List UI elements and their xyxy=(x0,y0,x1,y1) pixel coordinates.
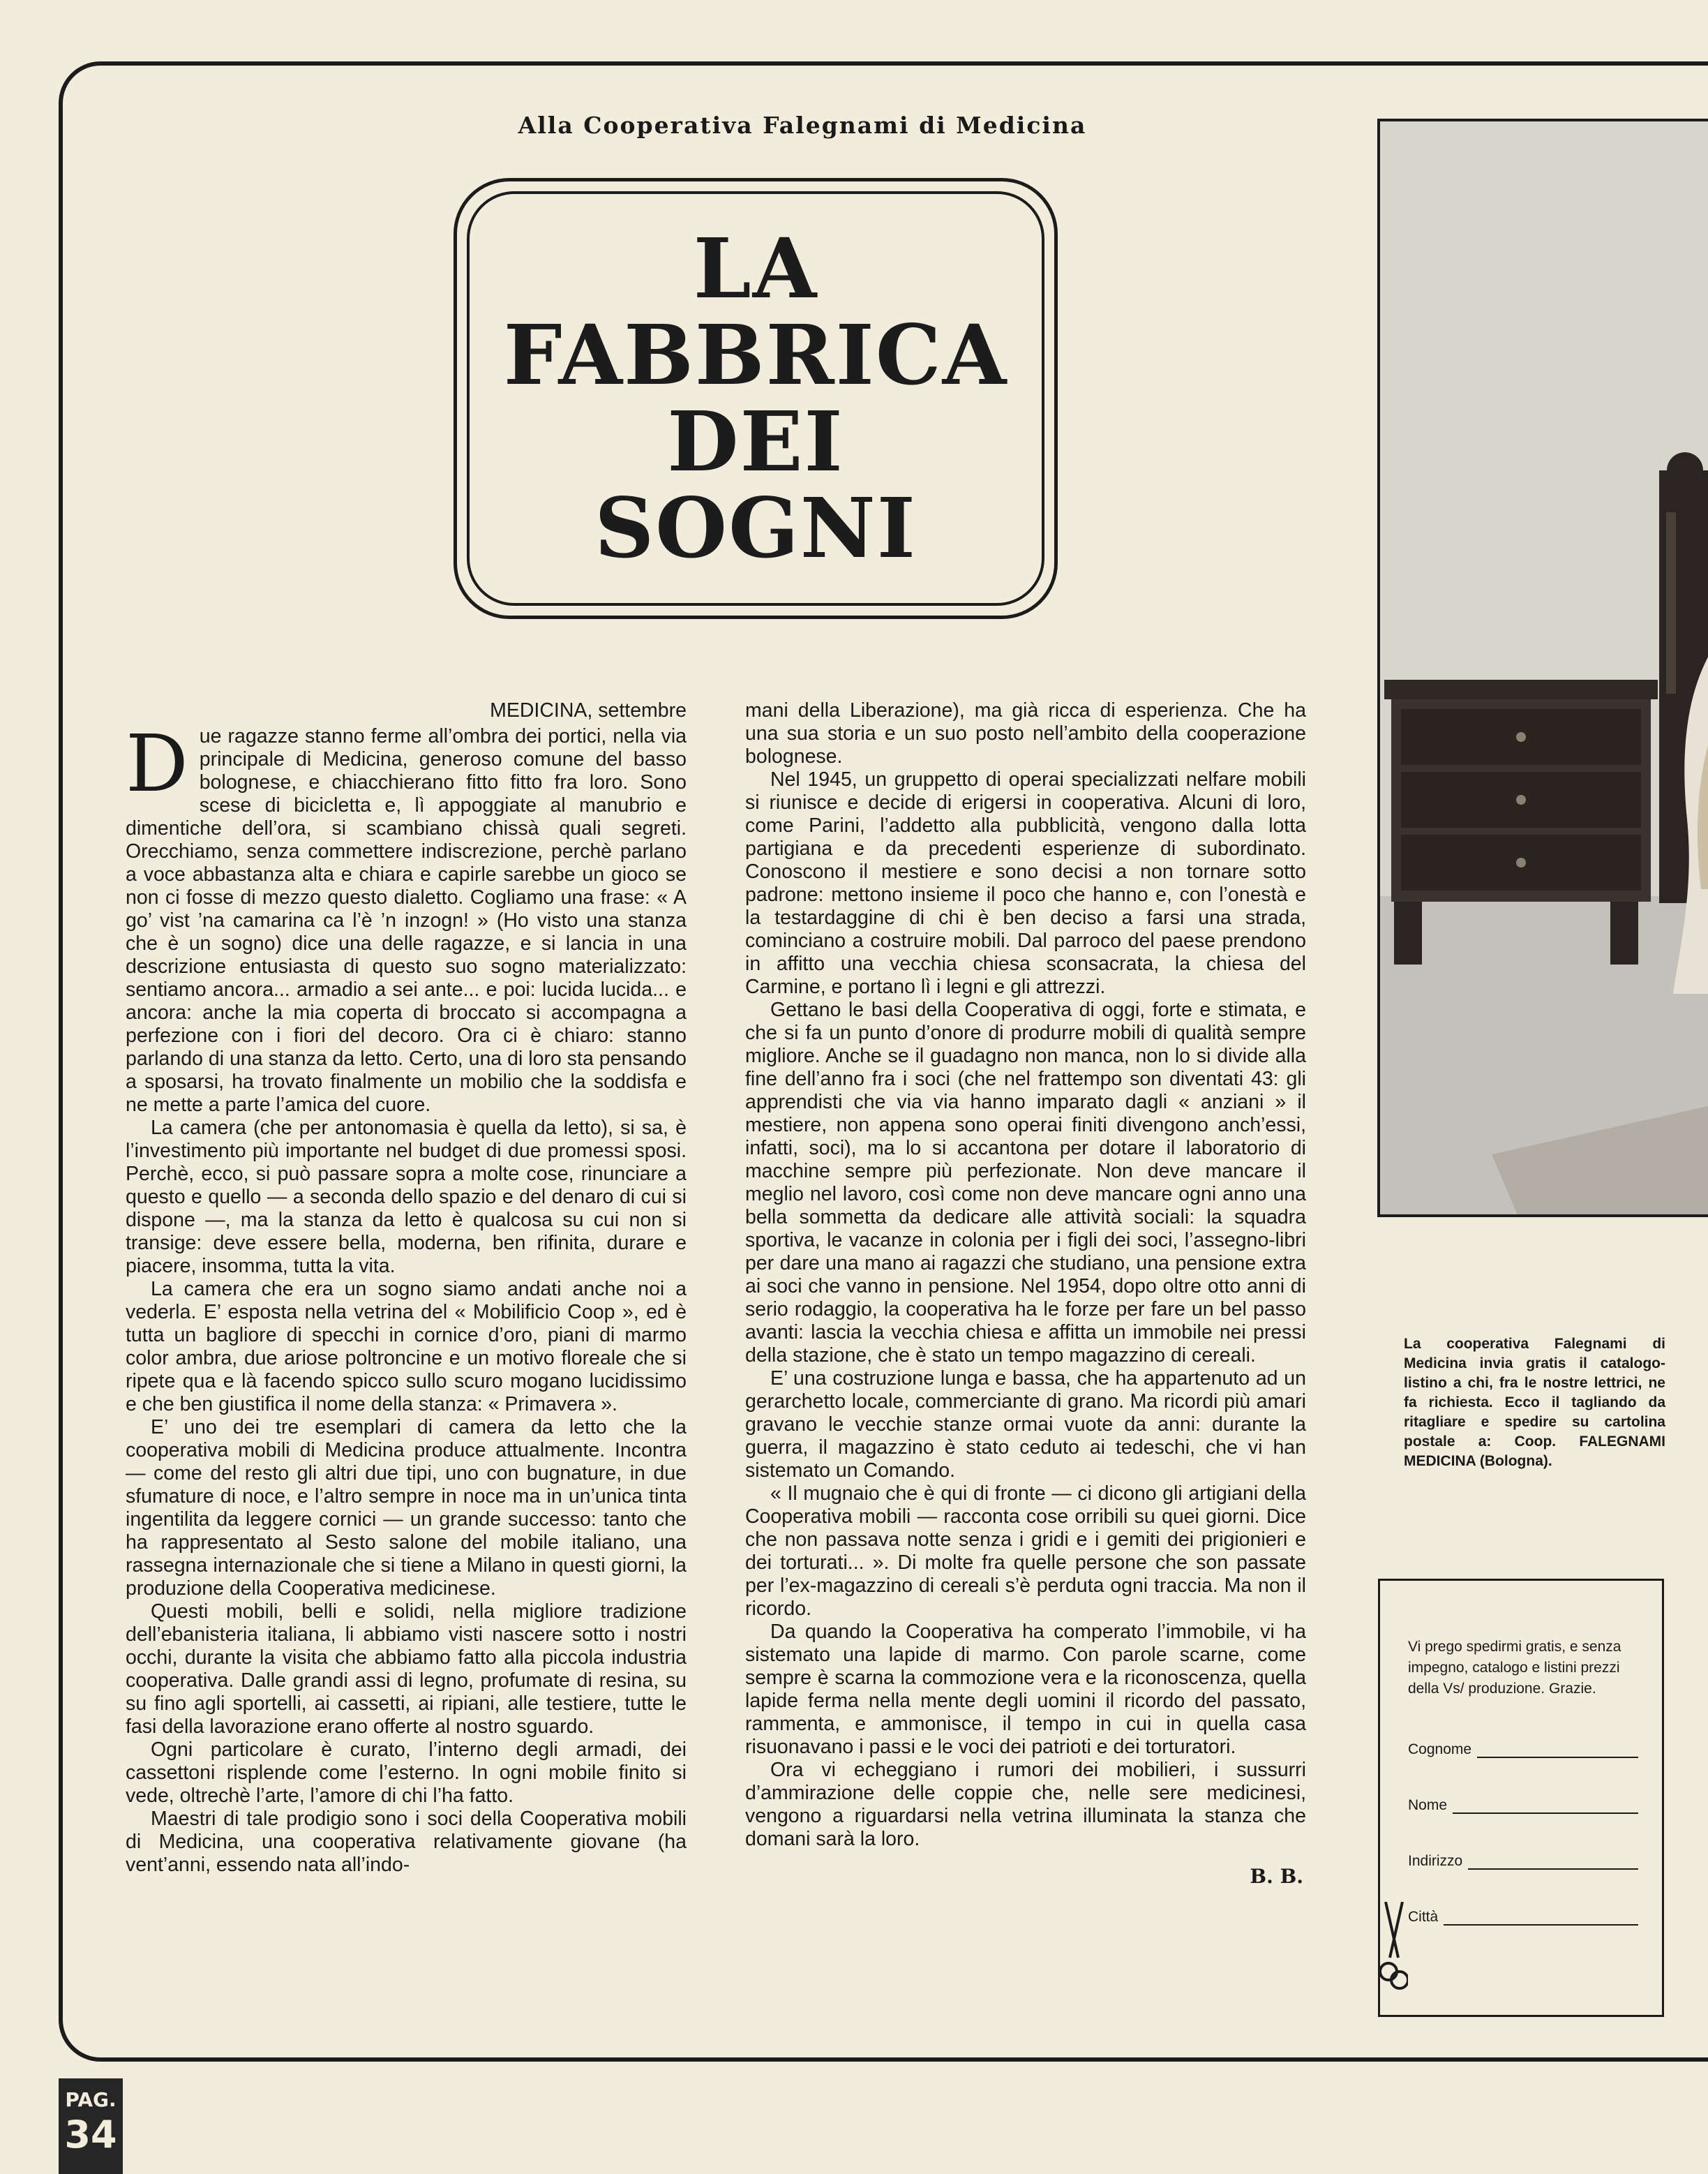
dateline: MEDICINA, settembre xyxy=(490,699,687,722)
page-number-badge xyxy=(59,2078,123,2174)
paragraph: Ora vi echeggiano i rumori dei mobilieri, i sussurri d’ammirazione delle coppie che, nelle sere medicinesi, vengono a riguardarsi nella vetrina illuminata la stanza che domani sarà la loro. xyxy=(745,1759,1306,1850)
order-coupon xyxy=(1378,1579,1664,2017)
field-label: Cognome xyxy=(1408,1741,1472,1757)
page-number: 34 xyxy=(64,2113,117,2157)
paragraph: Nel 1945, un gruppetto di operai specializzati nelfare mobili si riunisce e decide di erigersi in cooperativa. Alcuni di loro, come Parini, l’addetto alla pubblicità, vengono dalla lotta partigiana e da precedenti esperienze di subordinato. Conoscono il mestiere e sono decisi a non tornare sotto padrone: mettono insieme il poco che hanno e, con l’onestà e la testardaggine di chi è ben deciso a farsi una strada, cominciano a costruire mobili. Dal parroco del paese prendono in affitto una vecchia chiesa sconsacrata, la chiesa del Carmine, e portano lì i legni e gli attrezzi. xyxy=(745,768,1306,998)
paragraph: La camera che era un sogno siamo andati anche noi a vederla. E’ esposta nella vetrina del « Mobilificio Coop », ed è tutta un bagliore di specchi in cornice d’oro, piani di marmo color ambra, due ariose poltroncine e un motivo floreale che si ripete qua e là facendo spicco sullo scuro mogano lucidissimo e che ben giustifica il nome della stanza: « Primavera ». xyxy=(126,1278,687,1415)
name-field[interactable] xyxy=(1408,1797,1638,1814)
paragraph: Ogni particolare è curato, l’interno degli armadi, dei cassettoni risplende come l’esterno. In ogni mobile finito si vede, oltrechè l’arte, l’amore di chi l’ha fatto. xyxy=(126,1739,687,1807)
city-field[interactable] xyxy=(1408,1909,1638,1926)
title-line-4: SOGNI xyxy=(594,479,917,576)
photo-caption: La cooperativa Falegnami di Medicina invia gratis il catalogo-listino a chi, fra le nostre lettrici, ne fa richiesta. Ecco il tagliando da ritagliare e spedire su cartolina postale a: Coop. FALEGNAMI MEDICINA (Bologna). xyxy=(1404,1336,1665,1469)
photo-illustration xyxy=(1380,121,1708,1217)
article-column-2 xyxy=(745,699,1306,1888)
paragraph: E’ una costruzione lunga e bassa, che ha appartenuto ad un gerarchetto locale, commerciante di grano. Ma ricordi più amari gravano le vecchie stanze ormai vuote da anni: durante la guerra, il magazzino è stato ceduto ai tedeschi, che vi han sistemato un Comando. xyxy=(745,1367,1306,1482)
drop-cap: D xyxy=(126,719,188,810)
paragraph: E’ uno dei tre esemplari di camera da letto che la cooperativa mobili di Medicina produce attualmente. Incontra — come del resto gli altri due tipi, uno con bugnature, in due sfumature di noce, e l’altro sempre in noce ma in un’unica tinta ingentilita da leggere cornici — un grande successo: tanto che ha rappresentato al Sesto salone del mobile italiano, una rassegna internazionale che si tiene a Milano in questi giorni, la produzione della Cooperativa medicinese. xyxy=(126,1416,687,1600)
paragraph: Da quando la Cooperativa ha comperato l’immobile, vi ha sistemato una lapide di marmo. Con parole scarne, come sempre è scarna la commozione vera e la riconoscenza, quella lapide ferma nella mente degli uomini il ricordo del passato, rammenta, e ammonisce, il tempo in cui in quella casa risuonavano i passi e le voci dei patrioti e dei torturatori. xyxy=(745,1621,1306,1758)
bedroom-furniture-photo xyxy=(1377,119,1708,1217)
page-label: PAG. xyxy=(65,2088,117,2111)
paragraph: « Il mugnaio che è qui di fronte — ci dicono gli artigiani della Cooperativa mobili — racconta cose orribili su quei giorni. Dice che non passava notte senza i gridi e i gemiti dei prigionieri e dei torturati... ». Di molte fra quelle persone che son passate per l’ex-magazzino di cereali s’è perduta ogni traccia. Ma non il ricordo. xyxy=(745,1482,1306,1620)
title-line-1: LA xyxy=(693,220,818,317)
paragraph: Due ragazze stanno ferme all’ombra dei portici, nella via principale di Medicina, generoso comune del basso bolognese, e chiacchierano fitto fitto fra loro. Sono scese di bicicletta e, lì appoggiate al manubrio e dimentiche dell’ora, si scambiano chissà quali segreti. Orecchiamo, senza commettere indiscrezione, perchè parlano a voce abbastanza alta e chiara e capirle sarebbe un gioco se non ci fosse di mezzo questo dialetto. Cogliamo una frase: « A go’ vist ’na camarina ca l’è ’n inzogn! » (Ho visto una stanza che è un sogno) dice una delle ragazze, e si lancia in una descrizione entusiasta di questo suo sogno materializzato: sentiamo ancora... armadio a sei ante... e poi: lucida lucida... e ancora: anche la mia coperta di broccato si accompagna a perfezione con i fiori del decoro. Ora ci è chiaro: stanno parlando di una stanza da letto. Certo, una di loro sta pensando a sposarsi, ha trovato finalmente un mobilio che la soddisfa e ne mette a parte l’amica del cuore. xyxy=(126,719,687,1116)
surname-field[interactable] xyxy=(1408,1741,1638,1758)
scissors-icon xyxy=(1380,1902,1408,1993)
signature: B. B. xyxy=(1250,1865,1303,1888)
title-box xyxy=(454,178,1058,619)
paragraph: mani della Liberazione), ma già ricca di esperienza. Che ha una sua storia e un suo posto nell’ambito della cooperazione bolognese. xyxy=(745,699,1306,768)
title-line-2: FABBRICA xyxy=(503,306,1008,403)
paragraph: Gettano le basi della Cooperativa di oggi, forte e stimata, e che si fa un punto d’onore di produrre mobili di qualità sempre migliore. Anche se il guadagno non manca, non lo si divide alla fine dell’anno fra i soci (che nel frattempo son diventati 43: gli apprendisti che via via hanno imparato dagli « anziani » il mestiere, non appena sono operai finiti divengono anch’essi, infatti, soci), ma lo si accantona per dotare il laboratorio di macchine sempre più perfezionate. Non deve mancare il meglio nel lavoro, così come non deve mancare ogni anno una bella sommetta da dedicare alle attività sociali: la squadra sportiva, le vacanze in colonia per i figli dei soci, l’assegno-libri per dare una mano ai ragazzi che studiano, una pensione extra ai soci che vanno in pensione. Nel 1954, dopo oltre otto anni di serio rodaggio, la cooperativa ha le forze per fare un bel passo avanti: lascia la vecchia chiesa e affitta un immobile nei pressi della stazione, che è stato un tempo magazzino di cereali. xyxy=(745,999,1306,1367)
address-field[interactable] xyxy=(1408,1853,1638,1870)
field-label: Città xyxy=(1408,1909,1439,1925)
title-line-3: DEI xyxy=(667,393,844,490)
paragraph: La camera (che per antonomasia è quella da letto), si sa, è l’investimento più importante nel budget di due promessi sposi. Perchè, ecco, si può passare sopra a molte cose, rinunciare a questo e quello — a seconda dello spazio e del denaro di cui si dispone —, ma la stanza da letto è qualcosa su cui non si transige: deve essere bella, moderna, ben rifinita, durare e piacere, insomma, tutta la vita. xyxy=(126,1117,687,1277)
field-label: Nome xyxy=(1408,1797,1448,1813)
field-label: Indirizzo xyxy=(1408,1853,1463,1869)
paragraph: Questi mobili, belli e solidi, nella migliore tradizione dell’ebanisteria italiana, li abbiamo visti nascere sotto i nostri occhi, durante la visita che abbiamo fatto alla piccola industria cooperativa. Dalle grandi assi di legno, profumate di resina, su su fino agli sportelli, ai cassetti, ai ripiani, alle testiere, tutte le fasi della lavorazione erano offerte al nostro sguardo. xyxy=(126,1600,687,1738)
article-column-1 xyxy=(126,699,687,1877)
coupon-text: Vi prego spedirmi gratis, e senza impegno, catalogo e listini prezzi della Vs/ produzione. Grazie. xyxy=(1408,1639,1621,1697)
kicker: Alla Cooperativa Falegnami di Medicina xyxy=(518,112,1087,139)
paragraph: Maestri di tale prodigio sono i soci della Cooperativa mobili di Medicina, una cooperativa relativamente giovane (ha vent’anni, essendo nata all’indo- xyxy=(126,1808,687,1876)
